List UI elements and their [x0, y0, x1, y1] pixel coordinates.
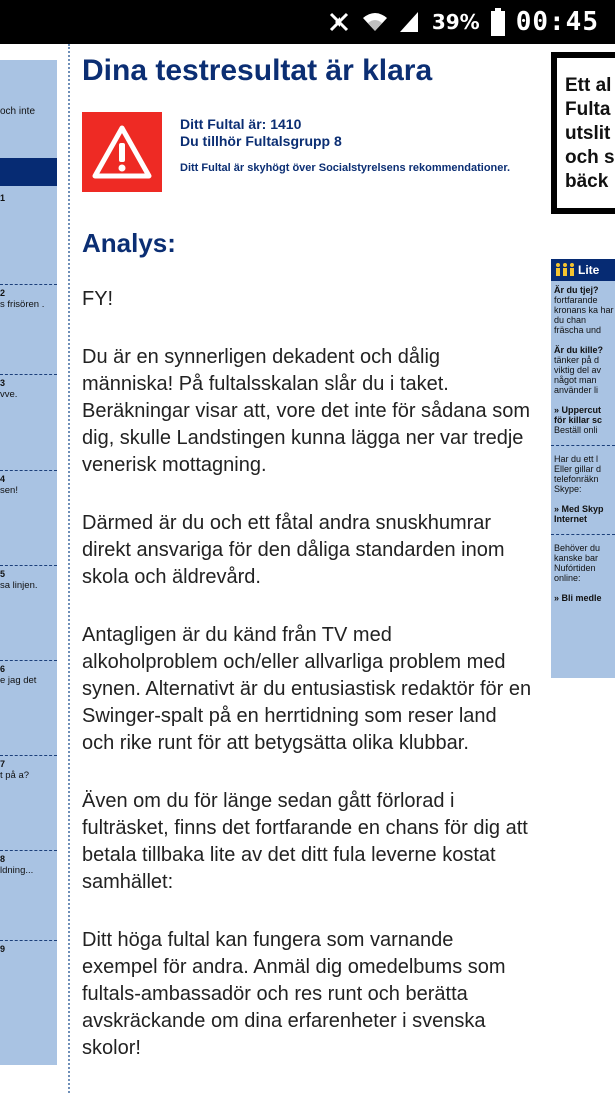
analysis-paragraph: Därmed är du och ett fåtal andra snuskhumrar direkt ansvariga för den dåliga standarden inom skola och äldrevård.	[82, 512, 505, 588]
list-item[interactable]: 1	[0, 193, 6, 203]
page-title: Dina testresultat är klara	[82, 54, 433, 87]
analysis-heading: Analys:	[82, 228, 176, 258]
result-note: Ditt Fultal är skyhögt över Socialstyrelsens rekommendationer.	[180, 162, 511, 174]
analysis-paragraph: Ditt höga fultal kan fungera som varnande exempel för andra. Anmäl dig omedelbums som fultals-ambassadör och res runt och berätta avskräckande om dina erfarenheter i svenska skolor!	[82, 929, 506, 1059]
left-list-panel	[0, 60, 57, 1065]
sidebox-block: Är du kille? tänker på d viktig del av något man använder li	[554, 345, 604, 395]
battery-icon	[490, 8, 506, 36]
list-item[interactable]: 5 sa linjen.	[0, 565, 57, 592]
status-clock: 00:45	[515, 7, 599, 37]
fultal-score: Ditt Fultal är: 1410	[180, 116, 302, 132]
list-item[interactable]: 3 vve.	[0, 374, 57, 401]
sidebox-body	[551, 281, 615, 603]
people-icon	[555, 262, 575, 279]
result-summary	[82, 112, 532, 192]
analysis-paragraph: Antagligen är du känd från TV med alkoholproblem och/eller allvarliga problem med synen. Alternativt är du entusiastisk redaktör för en Swinger-spalt på en herrtidning som reser land och rike runt för att betygsätta olika klubbar.	[82, 624, 532, 754]
list-item[interactable]: 7 t på a?	[0, 755, 57, 782]
status-bar	[0, 0, 615, 44]
fultal-group: Du tillhör Fultalsgrupp 8	[180, 133, 342, 149]
mute-icon	[326, 10, 352, 34]
analysis-paragraph: Du är en synnerligen dekadent och dålig människa! På fultalsskalan slår du i taket. Beräkningar visar att, vore det inte för sådana som dig, skulle Landstingen kunna lägga ner var tredje venerisk mottagning.	[82, 346, 531, 476]
sidebox-block: Har du ett l Eller gillar d telefonräkn Skype:	[551, 445, 615, 494]
main-content	[82, 52, 532, 1062]
ad-banner[interactable]	[551, 52, 615, 214]
left-top-text: och inte	[0, 106, 36, 117]
sidebox-block: Är du tjej? fortfarande kronans ka har du chan fräscha und	[554, 285, 614, 335]
warning-icon	[82, 112, 162, 192]
sidebox-link-uppercut[interactable]: » Uppercut för killar sc Beställ onli	[554, 405, 603, 435]
analysis-paragraph: FY!	[82, 288, 114, 310]
sidebox-link-skype[interactable]: » Med Skyp Internet	[554, 504, 604, 524]
ad-text: Ett al Fulta utslit och s bäck	[557, 58, 615, 208]
list-item[interactable]: 6 e jag det	[0, 660, 57, 687]
sidebox-block: Behöver du kanske bar Nufórtiden online:	[551, 534, 615, 583]
info-sidebox	[551, 259, 615, 678]
wifi-icon	[362, 10, 388, 34]
battery-percent: 39%	[431, 10, 480, 34]
list-item[interactable]: 9	[0, 940, 57, 955]
sidebox-header	[551, 259, 615, 281]
column-divider	[68, 44, 70, 1093]
list-item[interactable]: 8 ldning...	[0, 850, 57, 877]
analysis-paragraph: Även om du för länge sedan gått förlorad i fulträsket, finns det fortfarande en chans för dig att betala tillbaka lite av det ditt fula leverne kostat samhället:	[82, 790, 528, 893]
sidebox-title: Lite	[578, 263, 600, 277]
list-item[interactable]: 4 sen!	[0, 470, 57, 497]
signal-icon	[398, 10, 420, 34]
result-text	[180, 116, 510, 192]
sidebox-link-member[interactable]: » Bli medle	[554, 593, 602, 603]
left-column	[0, 44, 70, 1093]
list-item[interactable]: 2 s frisören .	[0, 284, 57, 311]
left-nav-bar[interactable]	[0, 158, 57, 186]
